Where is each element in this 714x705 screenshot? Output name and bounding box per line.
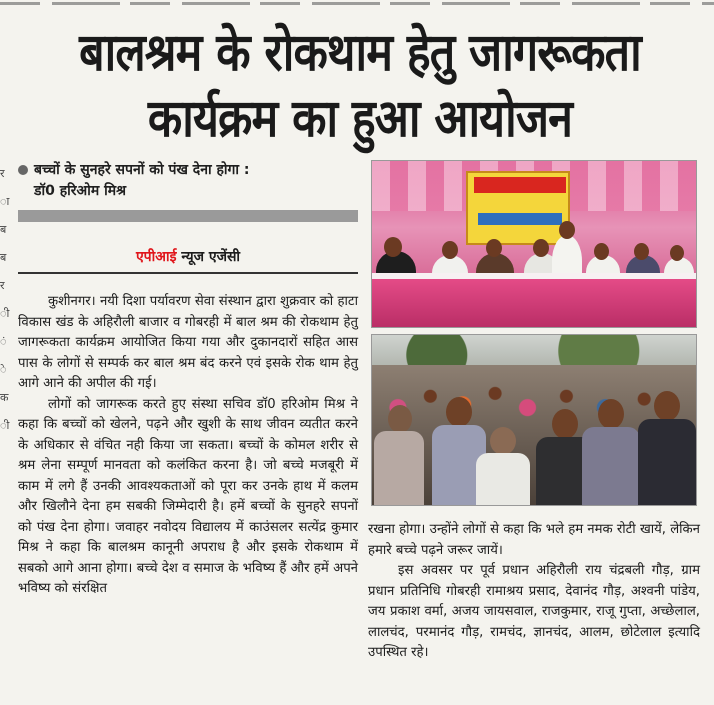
person-head	[442, 241, 458, 259]
audience-photo	[371, 334, 697, 506]
edge-glyph: क	[0, 391, 9, 404]
adjacent-column-edge	[0, 160, 10, 440]
bullet-icon	[18, 165, 28, 175]
person-head	[559, 221, 575, 239]
paragraph-1: कुशीनगर। नयी दिशा पर्यावरण सेवा संस्थान द्वारा शुक्रवार को हाटा विकास खंड के अहिरौली बाजार व गोबरही में बाल श्रम की रोकथाम हेतु जागरूकता कार्यक्रम आयोजित किया गया और दुकानदारों सहित आस पास के लोगों से सम्पर्क कर बाल श्रम बंद करने एवं इसके रोक थाम हेतु आगे आने की अपील की गई।	[18, 294, 358, 391]
subheadline	[18, 160, 358, 202]
edge-glyph: ी	[0, 419, 10, 432]
edge-glyph: र	[0, 279, 5, 292]
person-head	[670, 245, 684, 261]
person-head	[384, 237, 402, 257]
person-head	[594, 243, 609, 260]
agency-name	[136, 249, 240, 265]
stage-meeting-photo	[371, 160, 697, 328]
edge-glyph: ा	[0, 195, 10, 208]
banner-strip	[478, 213, 562, 225]
audience-member	[374, 405, 424, 506]
audience-member	[582, 399, 640, 506]
edge-glyph: ं	[0, 335, 7, 348]
stage-table	[372, 279, 696, 328]
edge-glyph: र	[0, 167, 5, 180]
subheadline-line-1: बच्चों के सुनहरे सपनों को पंख देना होगा :	[34, 162, 250, 178]
subheadline-box	[18, 160, 358, 222]
banner-title-strip	[474, 177, 566, 193]
event-banner	[466, 171, 570, 245]
agency-name-red: एपीआई	[135, 249, 177, 265]
agency-name-black: न्यूज एजेंसी	[181, 249, 241, 265]
headline-line-2: कार्यक्रम का हुआ आयोजन	[147, 89, 573, 149]
byline-rule	[18, 272, 358, 274]
subheadline-rule	[18, 210, 358, 222]
paragraph-2: लोगों को जागरूक करते हुए संस्था सचिव डॉ0 हरिओम मिश्र ने कहा कि बच्चों को खेलने, पढ़ने और खुशी के साथ जीवन व्यतीत करने के अधिकार से वंचित नही किया जा सकता। बच्चों के कोमल शरीर से श्रम लेना सम्पूर्ण मानवता को कलंकित करना है। जो बच्चे मजबूरी में काम में लगे हैं उनकी आवश्यकताओं को पूरा कर उनके हाथ में कलम और खिलौने देना हम सबकी जिम्मेदारी है। हमें बच्चों के सुनहरे सपनों को पंख देना होगा। जवाहर नवोदय विद्यालय में काउंसलर सत्येंद्र कुमार मिश्र ने कहा कि बालश्रम कानूनी अपराध है और इसके रोकथाम में सबको आगे आना होगा। बच्चे देश व समाज के भविष्य हैं और हमें अपने भविष्य को संरक्षित	[18, 396, 358, 596]
article-body-right-column	[368, 520, 700, 664]
audience-member	[638, 391, 696, 506]
person-head	[533, 239, 549, 257]
person-head	[486, 239, 502, 257]
paragraph-2-continued: रखना होगा। उन्होंने लोगों से कहा कि भले हम नमक रोटी खायें, लेकिन हमारे बच्चे पढ़ने जरूर जायें।	[368, 522, 700, 558]
edge-glyph: े	[0, 363, 7, 376]
edge-glyph: ब	[0, 223, 7, 236]
subheadline-line-2: डॉ0 हरिओम मिश्र	[34, 183, 126, 199]
headline-line-1: बालश्रम के रोकथाम हेतु जागरूकता	[79, 23, 641, 83]
previous-article-strip	[0, 0, 714, 10]
paragraph-3: इस अवसर पर पूर्व प्रधान अहिरौली राय चंद्रबली गौड़, ग्राम प्रधान प्रतिनिधि गोबरही रामाश्रय प्रसाद, देवानंद गौड़, अश्वनी पांडेय, जय प्रकाश वर्मा, अजय जायसवाल, राजकुमार, राजू गुप्ता, अच्छेलाल, लालचंद, परमानंद गौड़, रामचंद, ज्ञानचंद, आलम, छोटेलाल इत्यादि उपस्थित रहे।	[368, 563, 700, 660]
headline	[68, 20, 653, 152]
article-body-left-column	[18, 292, 358, 600]
person-head	[634, 243, 649, 260]
edge-glyph: ी	[0, 307, 10, 320]
edge-glyph: ब	[0, 251, 7, 264]
audience-member	[476, 427, 530, 506]
byline	[18, 246, 358, 270]
